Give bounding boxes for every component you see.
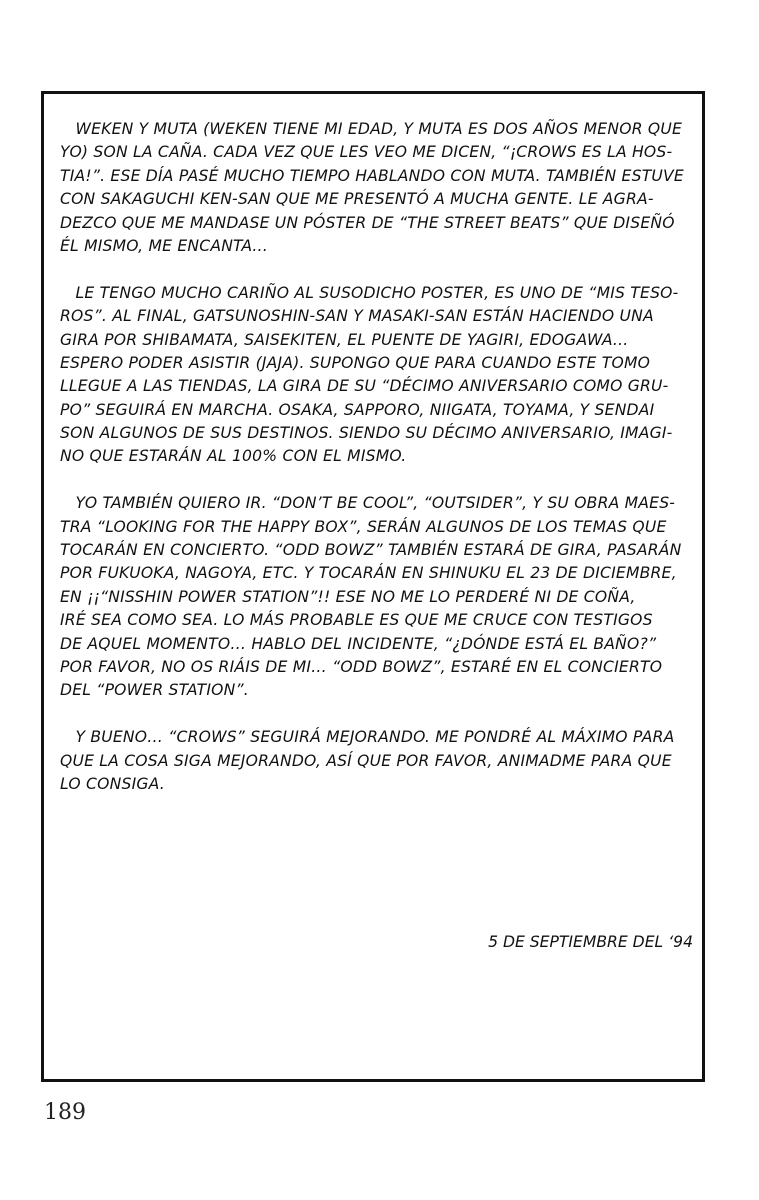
- text-line: SON ALGUNOS DE SUS DESTINOS. SIENDO SU DÉCIMO ANIVERSARIO, IMAGI-: [60, 424, 673, 443]
- paragraph-3: [60, 492, 692, 703]
- text-line: ÉL MISMO, ME ENCANTA…: [60, 236, 269, 255]
- paragraph-4: [60, 726, 692, 796]
- letter-body: [60, 118, 692, 796]
- text-line: DEL “POWER STATION”.: [60, 681, 249, 700]
- text-line: POR FUKUOKA, NAGOYA, ETC. Y TOCARÁN EN SHINUKU EL 23 DE DICIEMBRE,: [60, 564, 677, 583]
- text-line: LO CONSIGA.: [60, 774, 165, 793]
- text-line: ROS”. AL FINAL, GATSUNOSHIN-SAN Y MASAKI-SAN ESTÁN HACIENDO UNA: [60, 307, 654, 326]
- text-line: NO QUE ESTARÁN AL 100% CON EL MISMO.: [60, 447, 407, 466]
- text-line: EN ¡¡“NISSHIN POWER STATION”!! ESE NO ME LO PERDERÉ NI DE COÑA,: [60, 587, 636, 606]
- text-line: QUE LA COSA SIGA MEJORANDO, ASÍ QUE POR FAVOR, ANIMADME PARA QUE: [60, 751, 672, 770]
- text-line: DE AQUEL MOMENTO… HABLO DEL INCIDENTE, “¿DÓNDE ESTÁ EL BAÑO?”: [60, 634, 657, 653]
- text-line: TOCARÁN EN CONCIERTO. “ODD BOWZ” TAMBIÉN ESTARÁ DE GIRA, PASARÁN: [60, 541, 682, 560]
- text-line: PO” SEGUIRÁ EN MARCHA. OSAKA, SAPPORO, NIIGATA, TOYAMA, Y SENDAI: [60, 400, 655, 419]
- text-line: IRÉ SEA COMO SEA. LO MÁS PROBABLE ES QUE ME CRUCE CON TESTIGOS: [60, 611, 653, 630]
- text-line: YO) SON LA CAÑA. CADA VEZ QUE LES VEO ME DICEN, “¡CROWS ES LA HOS-: [60, 143, 673, 162]
- text-line: POR FAVOR, NO OS RIÁIS DE MI… “ODD BOWZ”, ESTARÉ EN EL CONCIERTO: [60, 657, 663, 676]
- text-line: Y BUENO… “CROWS” SEGUIRÁ MEJORANDO. ME PONDRÉ AL MÁXIMO PARA: [60, 728, 675, 747]
- text-line: ESPERO PODER ASISTIR (JAJA). SUPONGO QUE PARA CUANDO ESTE TOMO: [60, 353, 651, 372]
- text-line: YO TAMBIÉN QUIERO IR. “DON’T BE COOL”, “OUTSIDER”, Y SU OBRA MAES-: [60, 494, 676, 513]
- paragraph-gap: [60, 703, 692, 726]
- text-line: LLEGUE A LAS TIENDAS, LA GIRA DE SU “DÉCIMO ANIVERSARIO COMO GRU-: [60, 377, 669, 396]
- text-line: TRA “LOOKING FOR THE HAPPY BOX”, SERÁN ALGUNOS DE LOS TEMAS QUE: [60, 517, 667, 536]
- text-line: LE TENGO MUCHO CARIÑO AL SUSODICHO POSTER, ES UNO DE “MIS TESO-: [60, 283, 679, 302]
- paragraph-gap: [60, 258, 692, 281]
- page-number: 189: [44, 1100, 86, 1125]
- signature-date: 5 DE SEPTIEMBRE DEL ‘94: [488, 933, 693, 951]
- paragraph-1: [60, 118, 692, 258]
- text-line: CON SAKAGUCHI KEN-SAN QUE ME PRESENTÓ A MUCHA GENTE. LE AGRA-: [60, 190, 654, 209]
- paragraph-gap: [60, 469, 692, 492]
- text-line: WEKEN Y MUTA (WEKEN TIENE MI EDAD, Y MUTA ES DOS AÑOS MENOR QUE: [60, 120, 683, 138]
- text-line: GIRA POR SHIBAMATA, SAISEKITEN, EL PUENTE DE YAGIRI, EDOGAWA…: [60, 330, 629, 349]
- paragraph-2: [60, 282, 692, 469]
- text-line: DEZCO QUE ME MANDASE UN PÓSTER DE “THE STREET BEATS” QUE DISEÑÓ: [60, 213, 675, 232]
- text-line: TIA!”. ESE DÍA PASÉ MUCHO TIEMPO HABLANDO CON MUTA. TAMBIÉN ESTUVE: [60, 166, 684, 185]
